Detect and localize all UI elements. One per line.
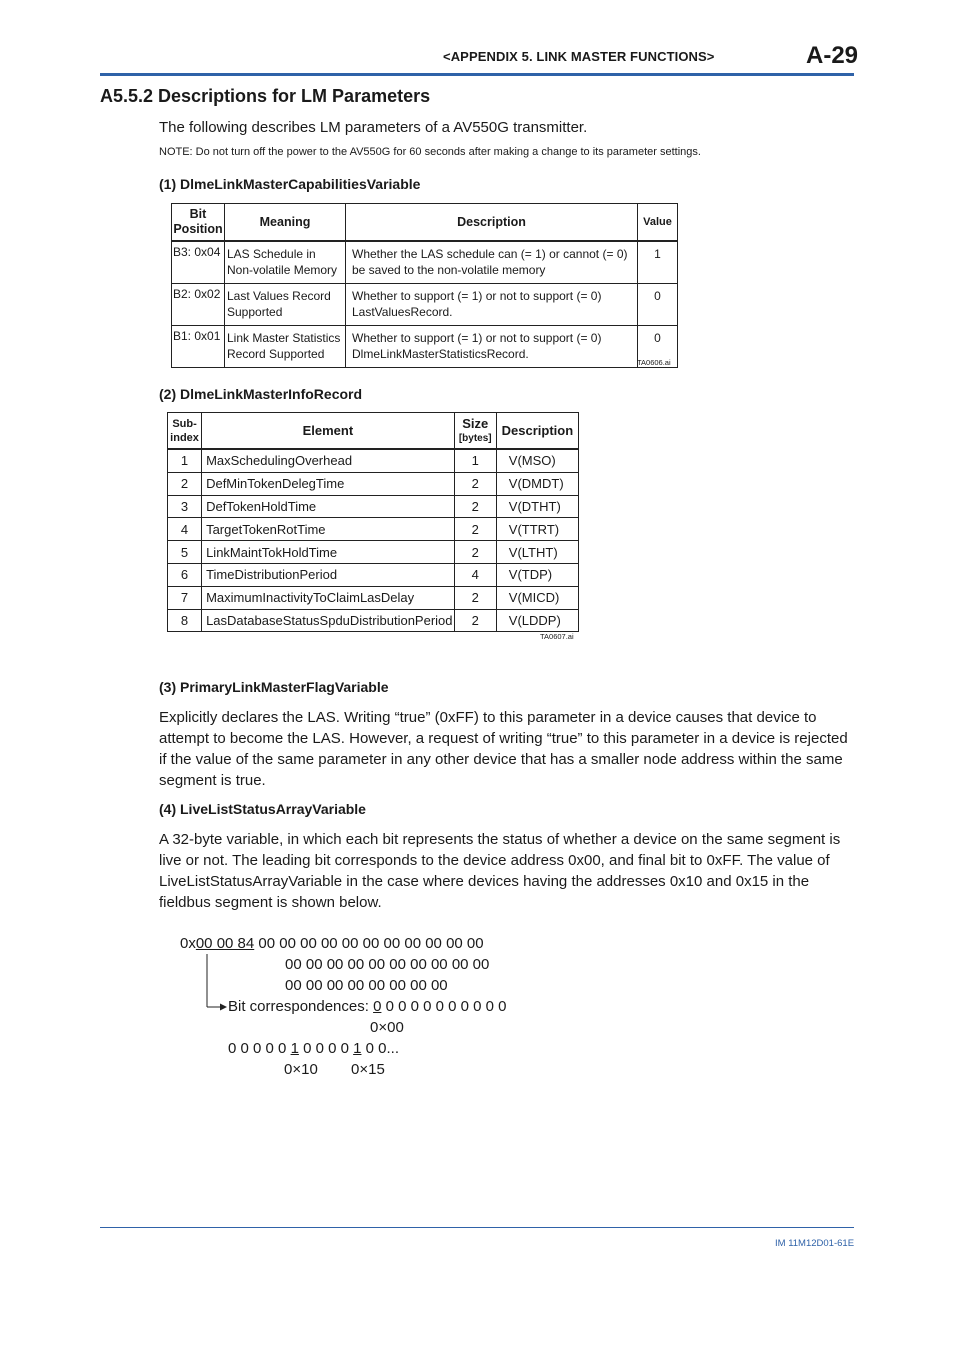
- subindex-cell: 6: [168, 563, 202, 586]
- table-row: [172, 241, 678, 284]
- bit-position-cell: B3: 0x04: [172, 241, 225, 284]
- subindex-cell: 5: [168, 541, 202, 564]
- figure-id: TA0606.ai: [637, 358, 671, 367]
- table-row: [172, 326, 678, 368]
- table-header-row: [172, 204, 678, 242]
- subindex-cell: 2: [168, 472, 202, 495]
- size-cell: 2: [454, 586, 496, 609]
- subindex-cell: 1: [168, 449, 202, 472]
- subindex-cell: 7: [168, 586, 202, 609]
- address-label-0x00: 0×00: [370, 1019, 404, 1036]
- note-text: NOTE: Do not turn off the power to the AV550G for 60 seconds after making a change to its parameter settings.: [159, 146, 701, 158]
- subheading-live-list: (4) LiveListStatusArrayVariable: [159, 801, 366, 817]
- table-header-row: [168, 413, 579, 450]
- element-cell: MaximumInactivityToClaimLasDelay: [202, 586, 455, 609]
- table-row: [168, 449, 579, 472]
- column-header: Element: [202, 413, 455, 450]
- value-cell: 0: [638, 326, 678, 368]
- description-cell: V(MICD): [496, 586, 578, 609]
- header-rule: [100, 73, 854, 76]
- size-cell: 2: [454, 495, 496, 518]
- description-cell: Whether to support (= 1) or not to support (= 0) LastValuesRecord.: [346, 284, 638, 326]
- column-header: Sub- index: [168, 413, 202, 450]
- table-row: [168, 495, 579, 518]
- size-cell: 2: [454, 541, 496, 564]
- element-cell: MaxSchedulingOverhead: [202, 449, 455, 472]
- subindex-cell: 3: [168, 495, 202, 518]
- table-row: [168, 518, 579, 541]
- subheading-primary-flag: (3) PrimaryLinkMasterFlagVariable: [159, 679, 389, 695]
- table-row: [168, 563, 579, 586]
- description-cell: Whether the LAS schedule can (= 1) or cannot (= 0) be saved to the non-volatile memory: [346, 241, 638, 284]
- address-label-0x10: 0×10: [284, 1061, 318, 1078]
- column-header: Meaning: [225, 204, 346, 242]
- column-header: Size [bytes]: [454, 413, 496, 450]
- meaning-cell: Link Master Statistics Record Supported: [225, 326, 346, 368]
- intro-paragraph: The following describes LM parameters of a AV550G transmitter.: [159, 119, 588, 136]
- description-cell: V(DMDT): [496, 472, 578, 495]
- figure-id: TA0607.ai: [540, 632, 574, 641]
- meaning-cell: LAS Schedule in Non-volatile Memory: [225, 241, 346, 284]
- table-row: [168, 472, 579, 495]
- bit-arrow-icon: [200, 952, 230, 1016]
- element-cell: DefTokenHoldTime: [202, 495, 455, 518]
- description-cell: Whether to support (= 1) or not to support (= 0) DlmeLinkMasterStatisticsRecord.: [346, 326, 638, 368]
- size-cell: 2: [454, 518, 496, 541]
- size-cell: 4: [454, 563, 496, 586]
- size-cell: 2: [454, 472, 496, 495]
- document-id: IM 11M12D01-61E: [775, 1238, 855, 1249]
- element-cell: TargetTokenRotTime: [202, 518, 455, 541]
- subindex-cell: 8: [168, 609, 202, 632]
- capabilities-table: [171, 203, 678, 368]
- value-cell: 1: [638, 241, 678, 284]
- element-cell: LasDatabaseStatusSpduDistributionPeriod: [202, 609, 455, 632]
- description-cell: V(LTHT): [496, 541, 578, 564]
- element-cell: LinkMaintTokHoldTime: [202, 541, 455, 564]
- table-row: [168, 586, 579, 609]
- bit-sequence-line: 0 0 0 0 0 1 0 0 0 0 1 0 0...: [228, 1040, 399, 1057]
- leading-bytes: 00 00 84: [195, 935, 255, 952]
- bit-correspondences-line: Bit correspondences: 0 0 0 0 0 0 0 0 0 0 0: [228, 998, 507, 1015]
- address-label-0x15: 0×15: [351, 1061, 385, 1078]
- column-header: Description: [346, 204, 638, 242]
- size-cell: 2: [454, 609, 496, 632]
- size-cell: 1: [454, 449, 496, 472]
- section-title: A5.5.2 Descriptions for LM Parameters: [100, 86, 431, 106]
- page-number: A-29: [806, 42, 859, 69]
- example-line-3: 00 00 00 00 00 00 00 00: [285, 977, 448, 994]
- example-line-2: 00 00 00 00 00 00 00 00 00 00: [285, 956, 490, 973]
- subindex-cell: 4: [168, 518, 202, 541]
- description-cell: V(DTHT): [496, 495, 578, 518]
- bit-position-cell: B1: 0x01: [172, 326, 225, 368]
- live-list-paragraph: A 32-byte variable, in which each bit represents the status of whether a device on the same segment is live or not. The leading bit corresponds to the device address 0x00, and final bit to 0xFF. The value of LiveListStatusArrayVariable in the case where devices having the addresses 0x10 and 0x15 in the fieldbus segment is shown below.: [159, 831, 841, 911]
- footer-rule: [100, 1227, 854, 1228]
- element-cell: DefMinTokenDelegTime: [202, 472, 455, 495]
- table-row: [168, 609, 579, 632]
- description-cell: V(LDDP): [496, 609, 578, 632]
- info-record-table: [167, 412, 579, 632]
- meaning-cell: Last Values Record Supported: [225, 284, 346, 326]
- table-row: [172, 284, 678, 326]
- primary-flag-paragraph: Explicitly declares the LAS. Writing “true” (0xFF) to this parameter in a device causes that device to attempt to become the LAS. However, a request of writing “true” to this parameter in a device is rejected if the value of the same parameter in any other device that has a smaller node address within the same segment is true.: [159, 709, 848, 789]
- subheading-info-record: (2) DlmeLinkMasterInfoRecord: [159, 386, 363, 402]
- element-cell: TimeDistributionPeriod: [202, 563, 455, 586]
- column-header: Bit Position: [172, 204, 225, 242]
- table-row: [168, 541, 579, 564]
- bit-position-cell: B2: 0x02: [172, 284, 225, 326]
- value-cell: 0: [638, 284, 678, 326]
- column-header: Value: [638, 204, 678, 242]
- column-header: Description: [496, 413, 578, 450]
- example-line-1: 0x00 00 84 00 00 00 00 00 00 00 00 00 00 00: [180, 935, 484, 952]
- running-header: <APPENDIX 5. LINK MASTER FUNCTIONS>: [443, 49, 715, 64]
- description-cell: V(TDP): [496, 563, 578, 586]
- description-cell: V(TTRT): [496, 518, 578, 541]
- description-cell: V(MSO): [496, 449, 578, 472]
- subheading-capabilities: (1) DlmeLinkMasterCapabilitiesVariable: [159, 176, 421, 192]
